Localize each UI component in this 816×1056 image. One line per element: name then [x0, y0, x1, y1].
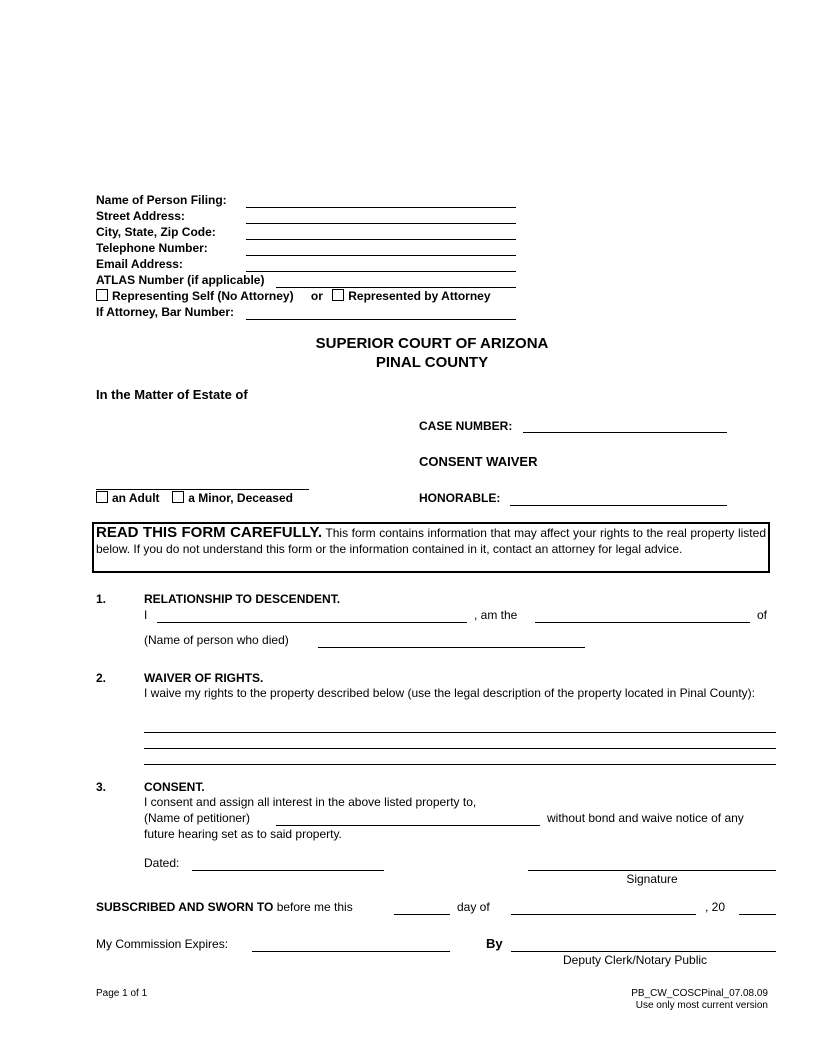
sworn-month-field[interactable] — [511, 914, 696, 915]
petitioner-name-field[interactable] — [276, 825, 540, 826]
version-note: Use only most current version — [635, 1000, 768, 1011]
matter-of-estate-label: In the Matter of Estate of — [96, 387, 248, 402]
section-1-i-label: I — [144, 608, 148, 622]
sworn-day-field[interactable] — [394, 914, 450, 915]
deputy-clerk-label: Deputy Clerk/Notary Public — [563, 953, 708, 967]
court-name: SUPERIOR COURT OF ARIZONA — [315, 335, 549, 352]
estate-status-row — [96, 491, 293, 505]
clerk-signature-field[interactable] — [511, 951, 776, 952]
honorable-label: HONORABLE: — [419, 491, 501, 505]
atlas-number-field[interactable] — [276, 287, 516, 288]
section-2-title: WAIVER OF RIGHTS. — [144, 671, 264, 685]
adult-label: an Adult — [112, 491, 160, 505]
case-number-field[interactable] — [523, 432, 727, 433]
section-3-line-3: future hearing set as to said property. — [144, 827, 342, 841]
section-1-number: 1. — [96, 592, 107, 606]
atlas-number-label: ATLAS Number (if applicable) — [96, 273, 265, 287]
name-of-person-filing-label: Name of Person Filing: — [96, 193, 227, 207]
notice-box — [92, 522, 770, 573]
property-description-line-2[interactable] — [144, 748, 776, 749]
commission-expires-label: My Commission Expires: — [96, 937, 229, 951]
adult-checkbox[interactable] — [96, 491, 108, 503]
minor-deceased-checkbox[interactable] — [172, 491, 184, 503]
bar-number-field[interactable] — [246, 319, 516, 320]
property-description-line-1[interactable] — [144, 732, 776, 733]
subscribed-sworn-bold: SUBSCRIBED AND SWORN TO — [96, 900, 274, 914]
form-id: PB_CW_COSCPinal_07.08.09 — [631, 988, 768, 999]
signature-label: Signature — [626, 872, 678, 886]
name-of-person-filing-field[interactable] — [246, 207, 516, 208]
city-state-zip-field[interactable] — [246, 239, 516, 240]
estate-name-field[interactable] — [96, 489, 309, 490]
represented-by-attorney-checkbox[interactable] — [332, 289, 344, 301]
bar-number-label: If Attorney, Bar Number: — [96, 305, 235, 319]
by-label: By — [486, 936, 503, 951]
day-of-label: day of — [457, 900, 490, 914]
am-the-label: , am the — [474, 608, 518, 622]
person-who-died-label: (Name of person who died) — [144, 633, 289, 647]
section-3-title: CONSENT. — [144, 780, 205, 794]
street-address-label: Street Address: — [96, 209, 185, 223]
section-2-number: 2. — [96, 671, 107, 685]
email-field[interactable] — [246, 271, 516, 272]
of-label: of — [757, 608, 768, 622]
commission-expires-field[interactable] — [252, 951, 450, 952]
page-number: Page 1 of 1 — [96, 988, 148, 999]
minor-deceased-label: a Minor, Deceased — [188, 491, 293, 505]
section-2-text: I waive my rights to the property described below (use the legal description of the property located in Pinal County): — [144, 686, 755, 700]
represented-by-attorney-label: Represented by Attorney — [348, 289, 491, 303]
telephone-field[interactable] — [246, 255, 516, 256]
dated-field[interactable] — [192, 870, 384, 871]
section-3-number: 3. — [96, 780, 107, 794]
section-3-line-1: I consent and assign all interest in the above listed property to, — [144, 795, 477, 809]
case-number-label: CASE NUMBER: — [419, 419, 513, 433]
telephone-label: Telephone Number: — [96, 241, 208, 255]
dated-label: Dated: — [144, 856, 180, 870]
sworn-year-field[interactable] — [739, 914, 776, 915]
relationship-field[interactable] — [535, 622, 750, 623]
subscribed-sworn-rest: before me this — [276, 900, 353, 914]
or-label: or — [310, 289, 323, 303]
year-prefix-label: , 20 — [705, 900, 726, 914]
city-state-zip-label: City, State, Zip Code: — [96, 225, 216, 239]
subscribed-sworn-text — [96, 900, 353, 914]
representing-self-checkbox[interactable] — [96, 289, 108, 301]
declarant-name-field[interactable] — [157, 622, 467, 623]
section-1-title: RELATIONSHIP TO DESCENDENT. — [144, 592, 341, 606]
property-description-line-3[interactable] — [144, 764, 776, 765]
email-label: Email Address: — [96, 257, 183, 271]
street-address-field[interactable] — [246, 223, 516, 224]
notice-body: This form contains information that may affect your rights to the real property listed below. If you do not understand this form or the information contained in it, contact an attorney for legal advice. — [96, 526, 766, 556]
without-bond-text: without bond and waive notice of any — [547, 811, 744, 825]
notice-heading: READ THIS FORM CAREFULLY. — [96, 524, 323, 541]
petitioner-label: (Name of petitioner) — [144, 811, 251, 825]
form-title: CONSENT WAIVER — [419, 454, 538, 469]
representing-self-label: Representing Self (No Attorney) — [112, 289, 294, 303]
representation-row — [96, 289, 491, 303]
honorable-field[interactable] — [510, 505, 727, 506]
person-who-died-field[interactable] — [318, 647, 585, 648]
signature-field[interactable] — [528, 870, 776, 871]
county-name: PINAL COUNTY — [375, 354, 489, 371]
